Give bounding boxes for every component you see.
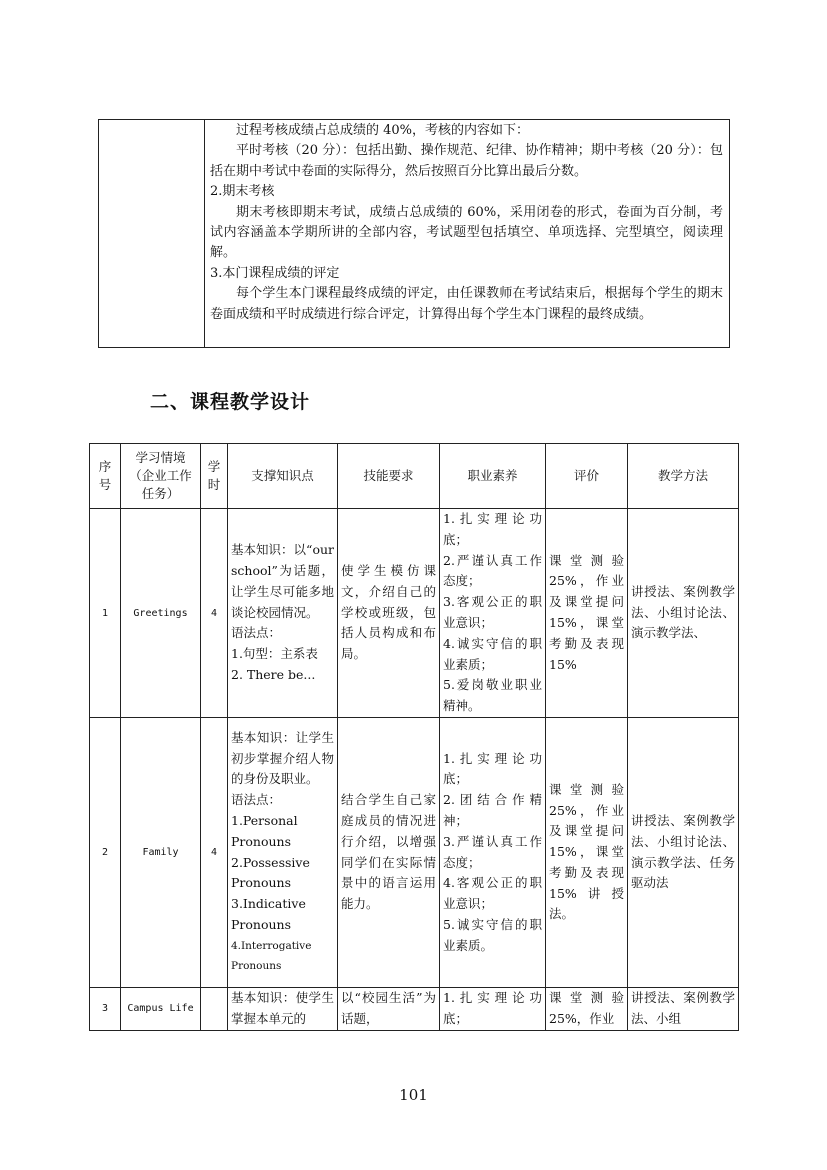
literacy-line: 1.扎实理论功底； — [443, 750, 542, 787]
row-hours — [201, 988, 228, 1031]
section-title: 二、课程教学设计 — [150, 391, 311, 413]
header-skills: 技能要求 — [338, 444, 440, 509]
row-methods: 讲授法、案例教学法、小组讨论法、演示教学法、 — [628, 509, 739, 718]
row-literacy: 1.扎实理论功底； — [440, 988, 546, 1031]
course-design-table — [89, 443, 739, 1031]
page-number: 101 — [399, 1086, 428, 1104]
row-no: 2 — [90, 718, 121, 988]
knowledge-line: 基本知识：以“our school”为话题，让学生尽可能多地谈论校园情况。 — [231, 542, 334, 620]
header-no: 序号 — [90, 444, 121, 509]
row-methods: 讲授法、案例教学法、小组 — [628, 988, 739, 1031]
literacy-line: 3.严谨认真工作态度； — [443, 833, 542, 870]
row-scenario: Greetings — [121, 509, 201, 718]
header-literacy: 职业素养 — [440, 444, 546, 509]
row-evaluation: 课堂测验25%，作业及课堂提问 15%，课堂考勤及表现 15% — [546, 509, 628, 718]
knowledge-line: 2. There be... — [231, 666, 316, 682]
row-scenario: Family — [121, 718, 201, 988]
row-no: 1 — [90, 509, 121, 718]
assessment-box — [98, 119, 730, 348]
final-exam-heading: 2.期末考核 — [210, 184, 275, 200]
table-header-row — [90, 444, 739, 509]
table-row — [90, 509, 739, 718]
row-knowledge — [228, 509, 338, 718]
header-methods: 教学方法 — [628, 444, 739, 509]
knowledge-line: 4.Interrogative Pronouns — [231, 939, 312, 973]
literacy-line: 3.客观公正的职业意识； — [443, 594, 542, 630]
knowledge-line: 3.Indicative Pronouns — [231, 896, 306, 932]
header-hours: 学时 — [201, 444, 228, 509]
row-skills: 使学生模仿课文，介绍自己的学校或班级，包括人员构成和布局。 — [338, 509, 440, 718]
header-knowledge: 支撑知识点 — [228, 444, 338, 509]
row-scenario: Campus Life — [121, 988, 201, 1031]
row-evaluation: 课堂测验25%，作业 — [546, 988, 628, 1031]
table-row — [90, 988, 739, 1031]
header-scenario: 学习情境（企业工作任务） — [121, 444, 201, 509]
row-skills: 以“校园生活”为话题， — [338, 988, 440, 1031]
literacy-line: 5.爱岗敬业职业精神。 — [443, 677, 542, 714]
literacy-line: 2.严谨认真工作态度； — [443, 552, 542, 589]
process-assessment-line: 过程考核成绩占总成绩的 40%，考核的内容如下： — [236, 123, 530, 138]
literacy-line: 4.诚实守信的职业素质； — [443, 635, 542, 672]
literacy-line: 1.扎实理论功底； — [443, 511, 542, 547]
knowledge-line: 语法点： — [231, 625, 282, 641]
literacy-line: 2.团结合作精神； — [443, 792, 542, 828]
assessment-text — [210, 121, 723, 325]
row-methods: 讲授法、案例教学法、小组讨论法、演示教学法、任务驱动法 — [628, 718, 739, 988]
row-hours: 4 — [201, 509, 228, 718]
literacy-line: 5.诚实守信的职业素质。 — [443, 916, 542, 953]
grade-evaluation-paragraph: 每个学生本门课程最终成绩的评定，由任课教师在考试结束后，根据每个学生的期末卷面成绩和平时成绩进行综合评定，计算得出每个学生本门课程的最终成绩。 — [210, 286, 723, 322]
row-hours: 4 — [201, 718, 228, 988]
header-evaluation: 评价 — [546, 444, 628, 509]
grade-evaluation-heading: 3.本门课程成绩的评定 — [210, 265, 340, 281]
knowledge-line: 语法点： — [231, 792, 282, 808]
regular-assessment-paragraph: 平时考核（20 分）：包括出勤、操作规范、纪律、协作精神；期中考核（20 分）：包括在期中考试中卷面的实际得分，然后按照百分比算出最后分数。 — [210, 143, 723, 179]
row-knowledge — [228, 718, 338, 988]
row-knowledge: 基本知识：使学生掌握本单元的 — [228, 988, 338, 1031]
table-row — [90, 718, 739, 988]
knowledge-line: 2.Possessive Pronouns — [231, 854, 310, 891]
knowledge-line: 基本知识：让学生初步掌握介绍人物的身份及职业。 — [231, 729, 334, 787]
column-divider — [204, 120, 205, 347]
final-exam-paragraph: 期末考核即期末考试，成绩占总成绩的 60%，采用闭卷的形式，卷面为百分制，考试内容涵盖本学期所讲的全部内容，考试题型包括填空、单项选择、完型填空，阅读理解。 — [210, 204, 723, 261]
row-evaluation: 课堂测验25%，作业及课堂提问 15%，课堂考勤及表现 15%讲授法。 — [546, 718, 628, 988]
row-skills: 结合学生自己家庭成员的情况进行介绍，以增强同学们在实际情景中的语言运用能力。 — [338, 718, 440, 988]
literacy-line: 4.客观公正的职业意识； — [443, 875, 542, 912]
row-no: 3 — [90, 988, 121, 1031]
row-literacy — [440, 509, 546, 718]
row-literacy — [440, 718, 546, 988]
knowledge-line: 1.句型：主系表 — [231, 646, 318, 662]
knowledge-line: 1.Personal Pronouns — [231, 812, 298, 849]
